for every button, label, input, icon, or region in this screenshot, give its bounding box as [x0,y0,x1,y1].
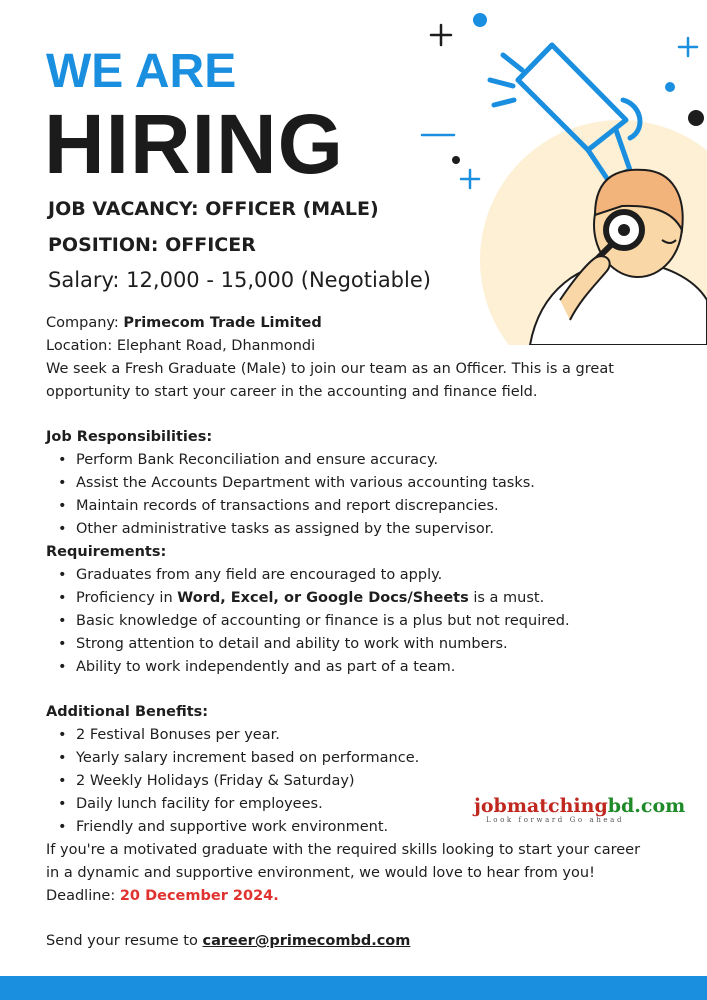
apply-line: Send your resume to career@primecombd.com [46,933,411,949]
watermark-tagline: Look forward Go ahead [486,816,625,824]
list-item: • Graduates from any field are encouraged to apply. [74,564,686,587]
list-item: • Daily lunch facility for employees. [74,793,686,816]
list-item: • Strong attention to detail and ability to work with numbers. [74,633,686,656]
company-name: Primecom Trade Limited [123,315,322,331]
hiring-illustration [410,0,707,345]
email-link[interactable]: career@primecombd.com [202,933,411,949]
job-position: POSITION: OFFICER [48,234,256,256]
requirements-list [46,564,686,679]
headline-hiring: HIRING [44,97,344,191]
requirements-title: Requirements: [46,544,167,560]
list-item: • Perform Bank Reconciliation and ensure accuracy. [74,449,686,472]
dot-icon [452,156,460,164]
dot-icon [473,13,487,27]
company-line: Company: Primecom Trade Limited [46,315,322,331]
list-item: • Maintain records of transactions and report discrepancies. [74,495,686,518]
watermark-logo: jobmatchingbd.com [474,795,686,817]
job-vacancy: JOB VACANCY: OFFICER (MALE) [48,198,379,220]
headline-we-are: WE ARE [46,45,237,98]
job-description [46,312,686,953]
list-item: • Basic knowledge of accounting or finance is a plus but not required. [74,610,686,633]
closing-paragraph: If you're a motivated graduate with the required skills looking to start your career in a dynamic and supportive environment, we would love to hear from you! Deadline: 20 December 2024. [46,842,641,904]
dot-icon [665,82,675,92]
list-item: • Ability to work independently and as part of a team. [74,656,686,679]
job-salary: Salary: 12,000 - 15,000 (Negotiable) [48,268,431,292]
plus-sparkle-icon [431,25,451,45]
list-item: • 2 Festival Bonuses per year. [74,724,686,747]
list-item: • Other administrative tasks as assigned by the supervisor. [74,518,686,541]
list-item: • 2 Weekly Holidays (Friday & Saturday) [74,770,686,793]
responsibilities-list [46,449,686,541]
dot-icon [688,110,704,126]
list-item: • Yearly salary increment based on performance. [74,747,686,770]
list-item: • Assist the Accounts Department with various accounting tasks. [74,472,686,495]
list-item: • Proficiency in Word, Excel, or Google Docs/Sheets is a must. [74,587,686,610]
intro-paragraph: We seek a Fresh Graduate (Male) to join our team as an Officer. This is a great opportunity to start your career in the accounting and finance field. [46,361,614,400]
footer-bar [0,976,707,1000]
location-line: Location: Elephant Road, Dhanmondi [46,338,316,354]
deadline-date: 20 December 2024. [119,888,279,904]
responsibilities-title: Job Responsibilities: [46,429,213,445]
list-item: • Friendly and supportive work environment. [74,816,686,839]
benefits-title: Additional Benefits: [46,704,209,720]
